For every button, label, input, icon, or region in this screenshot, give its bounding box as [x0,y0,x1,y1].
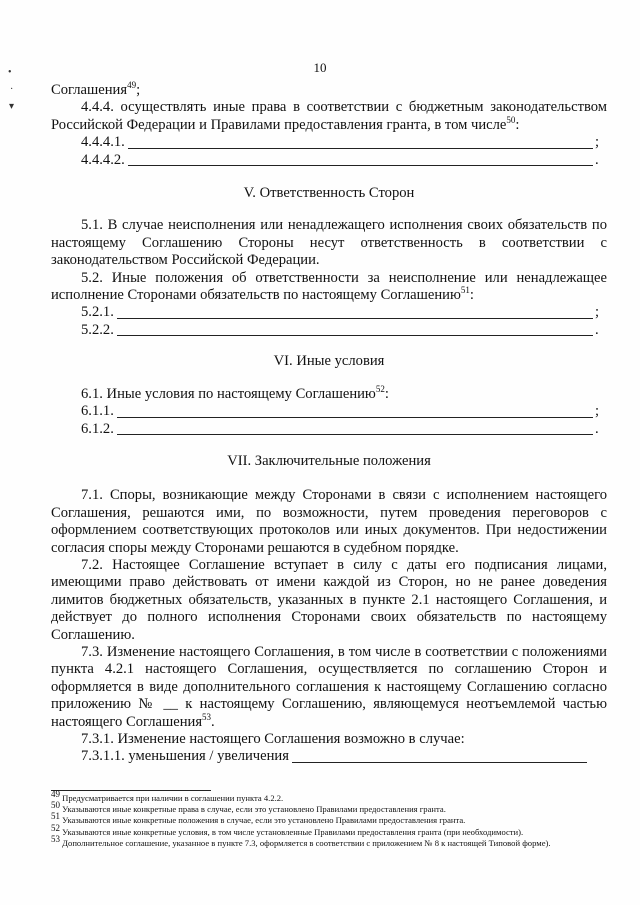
paragraph-4-4-4: 4.4.4. осуществлять иные права в соответствии с бюджетным законодательством Российской Федерации и Правилами предоставления гранта, в том числе$^{50}$: [51,99,607,133]
footnote-ref: 49 [127,80,137,91]
footnote-ref: 50 [506,114,516,125]
paragraph-continuation: Соглашения$^{49}$; [51,80,141,98]
footnote: $^{49}$ Предусматривается при наличии в соглашении пункта 4.2.2. [51,789,284,803]
blank-field-4-4-4-1[interactable]: 4.4.4.1. ; [81,134,600,151]
footnote: $^{50}$ Указываются иные конкретные права в случае, если это установлено Правилами предоставления гранта. [51,800,446,815]
blank-field-4-4-4-2[interactable]: 4.4.4.2. . [81,151,599,168]
paragraph-7-2: 7.2. Настоящее Соглашение вступает в силу с даты его подписания лицами, имеющими право действовать от имени каждой из Сторон, но не ранее доведения лимитов бюджетных обязательств, указанных в пункте 2.1 настоящего Соглашения, и действует до полного исполнения Сторонами своих обязательств по настоящему Соглашению. [51,556,607,643]
footnote-ref: 52 [375,383,385,394]
blank-field-5-2-2[interactable]: 5.2.2. . [81,321,599,338]
paragraph-5-1: 5.1. В случае неисполнения или ненадлежащего исполнения своих обязательств по настоящему Соглашению Стороны несут ответственность в соответствии с законодательством Российской Федерации. [51,217,607,269]
footnote: $^{52}$ Указываются иные конкретные условия, в том числе установленные Правилами предоставления гранта (при необходимости). [51,822,524,837]
footnote: $^{53}$ Дополнительное соглашение, указанное в пункте 7.3, оформляется в соответствии с приложением № 8 к настоящей Типовой форме). [51,833,551,848]
footnote-ref: 53 [202,711,212,722]
paragraph-7-3-1: 7.3.1. Изменение настоящего Соглашения возможно в случае: [81,731,465,747]
document-body [51,82,607,766]
section-heading-7: VII. Заключительные положения [227,452,431,469]
footnote-ref: 51 [460,285,470,296]
footnote: $^{51}$ Указываются иные конкретные положения в случае, если это установлено Правилами предоставления гранта. [51,811,466,826]
blank-field-6-1-2[interactable]: 6.1.2. . [81,420,599,437]
footnote-separator [51,790,211,791]
paragraph-7-3: 7.3. Изменение настоящего Соглашения, в том числе в соответствии с положениями пункта 4.2.1 настоящего Соглашения, осуществляется по соглашению Сторон и оформляется в виде дополнительного соглашения к настоящему Соглашению согласно приложению № __ к настоящему Соглашению, являющемуся неотъемлемой частью настоящего Соглашения$^{53}$. [51,643,607,730]
blank-field-5-2-1[interactable]: 5.2.1. ; [81,304,600,321]
blank-field-7-3-1-1[interactable]: 7.3.1.1. уменьшения / увеличения [51,748,601,765]
paragraph-5-2: 5.2. Иные положения об ответственности за неисполнение или ненадлежащее исполнение Сторонами обязательств по настоящему Соглашению$^{51}$: [51,269,607,304]
margin-mark: ▾ [9,101,15,112]
blank-field-6-1-1[interactable]: 6.1.1. ; [81,403,600,420]
paragraph-6-1: 6.1. Иные условия по настоящему Соглашению$^{52}$: [81,383,389,402]
section-heading-5: V. Ответственность Сторон [243,185,415,202]
margin-mark: • [8,67,12,78]
section-heading-6: VI. Иные условия [273,353,385,370]
footnotes [51,789,607,849]
page-number: 10 [313,60,327,75]
margin-mark: · [10,84,14,95]
paragraph-7-1: 7.1. Споры, возникающие между Сторонами в связи с исполнением настоящего Соглашения, решаются ими, по возможности, путем проведения переговоров с оформлением соответствующих протоколов или иных документов. При недостижении согласия споры между Сторонами решаются в судебном порядке. [51,487,607,556]
